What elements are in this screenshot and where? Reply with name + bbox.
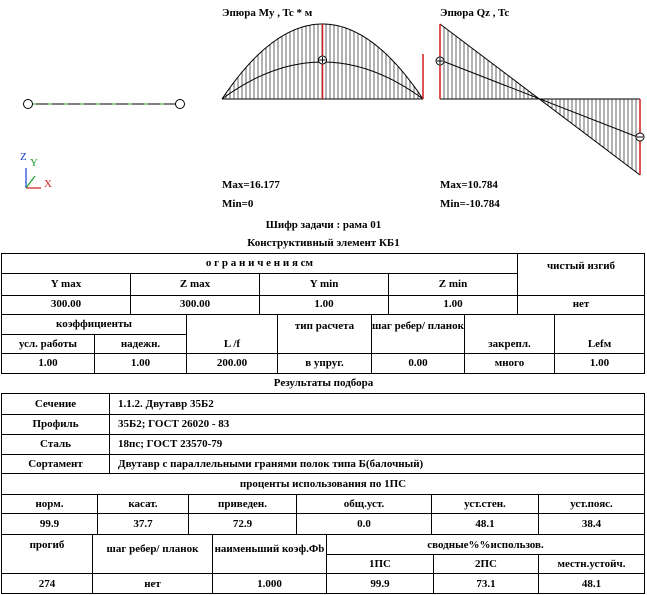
col-zmax: Z max — [179, 278, 211, 290]
val-pure-bending: нет — [572, 298, 590, 310]
coef-val-calc-type: в упруг. — [305, 357, 344, 369]
val-ymax: 300.00 — [50, 298, 82, 310]
usage-val-reduced: 72.9 — [232, 518, 253, 530]
coef-val-rib-step: 0.00 — [408, 357, 428, 369]
coef-col-calc-type: тип расчета — [294, 320, 355, 332]
shear-diagram-title: Эпюра Qz , Tc — [440, 7, 510, 19]
coef-col-rib-step: шаг ребер/ планок — [372, 320, 464, 332]
usage-col-web-stab: уст.стен. — [464, 498, 506, 510]
bottom-val-rib-step: нет — [144, 578, 161, 590]
shear-diagram — [436, 24, 644, 175]
moment-max: Max=16.177 — [222, 179, 280, 191]
coef-col-lef: Lefм — [587, 338, 612, 350]
usage-col-reduced: приведен. — [217, 498, 267, 510]
summary-col-local-stab: местн.устойч. — [557, 558, 626, 570]
axis-y-label: Y — [30, 157, 38, 169]
col-zmin: Z min — [438, 278, 468, 290]
info-label-profile: Профиль — [32, 418, 79, 430]
val-zmax: 300.00 — [179, 298, 211, 310]
moment-diagram — [222, 24, 423, 99]
usage-header: проценты использования по 1ПС — [239, 478, 407, 490]
info-value-section: 1.1.2. Двутавр 35Б2 — [118, 398, 214, 410]
info-label-section: Сечение — [34, 398, 77, 410]
shear-min: Min=-10.784 — [440, 198, 500, 210]
usage-col-norm: норм. — [35, 498, 64, 510]
element-title: Конструктивный элемент КБ1 — [247, 237, 400, 249]
usage-val-shear: 37.7 — [133, 518, 153, 530]
coef-val-fix: много — [494, 357, 525, 369]
usage-val-norm: 99.9 — [39, 518, 60, 530]
coef-val-lef: 1.00 — [589, 357, 610, 369]
bottom-val-2ps: 73.1 — [476, 578, 496, 590]
bottom-val-local-stab: 48.1 — [581, 578, 602, 590]
coef-val-reliab: 1.00 — [130, 357, 151, 369]
axis-x-label: X — [44, 178, 52, 190]
moment-min: Min=0 — [222, 198, 254, 210]
val-zmin: 1.00 — [443, 298, 463, 310]
info-label-assortment: Сортамент — [28, 458, 83, 470]
summary-col-2ps: 2ПС — [475, 558, 497, 570]
pure-bending-header: чистый изгиб — [546, 260, 616, 272]
frame-schematic — [24, 100, 185, 109]
val-ymin: 1.00 — [314, 298, 334, 310]
moment-diagram-title: Эпюра My , Tc * м — [222, 7, 313, 19]
results-title: Результаты подбора — [273, 377, 374, 389]
info-value-profile: 35Б2; ГОСТ 26020 - 83 — [118, 418, 230, 430]
coef-col-reliab: надежн. — [120, 338, 161, 350]
usage-col-shear: касат. — [128, 498, 158, 510]
col-ymin: Y min — [309, 278, 339, 290]
shear-max: Max=10.784 — [440, 179, 498, 191]
bottom-val-1ps: 99.9 — [370, 578, 390, 590]
coef-col-work: усл. работы — [18, 338, 78, 350]
bottom-col-deflection: прогиб — [29, 539, 65, 551]
bottom-val-deflection: 274 — [38, 578, 56, 590]
task-code: Шифр задачи : рама 01 — [265, 219, 382, 231]
axes-icon — [26, 168, 41, 188]
coef-header: коэффициенты — [56, 318, 132, 330]
axis-z-label: Z — [20, 151, 27, 163]
coef-col-fix: закрепл. — [488, 338, 531, 350]
info-value-steel: 18пс; ГОСТ 23570-79 — [118, 438, 223, 450]
bottom-col-min-coef: наименьший коэф.Фb — [214, 543, 325, 555]
usage-val-web-stab: 48.1 — [475, 518, 495, 530]
summary-col-1ps: 1ПС — [369, 558, 391, 570]
limits-header: о г р а н и ч е н и я см — [205, 257, 314, 269]
summary-header: сводные%%использов. — [427, 539, 544, 551]
coef-val-work: 1.00 — [38, 357, 58, 369]
usage-col-flange-stab: уст.пояс. — [570, 498, 613, 510]
info-label-steel: Сталь — [40, 438, 71, 450]
col-ymax: Y max — [50, 278, 82, 290]
usage-col-gen-stab: общ.уст. — [343, 498, 385, 510]
bottom-col-rib-step: шаг ребер/ планок — [106, 543, 199, 555]
info-value-assortment: Двутавр с параллельными гранями полок типа Б(балочный) — [118, 458, 424, 470]
usage-val-gen-stab: 0.0 — [357, 518, 371, 530]
coef-val-lf: 200.00 — [216, 357, 248, 369]
bottom-val-min-coef: 1.000 — [257, 578, 282, 590]
coef-col-lf: L /f — [223, 338, 241, 350]
usage-val-flange-stab: 38.4 — [581, 518, 602, 530]
